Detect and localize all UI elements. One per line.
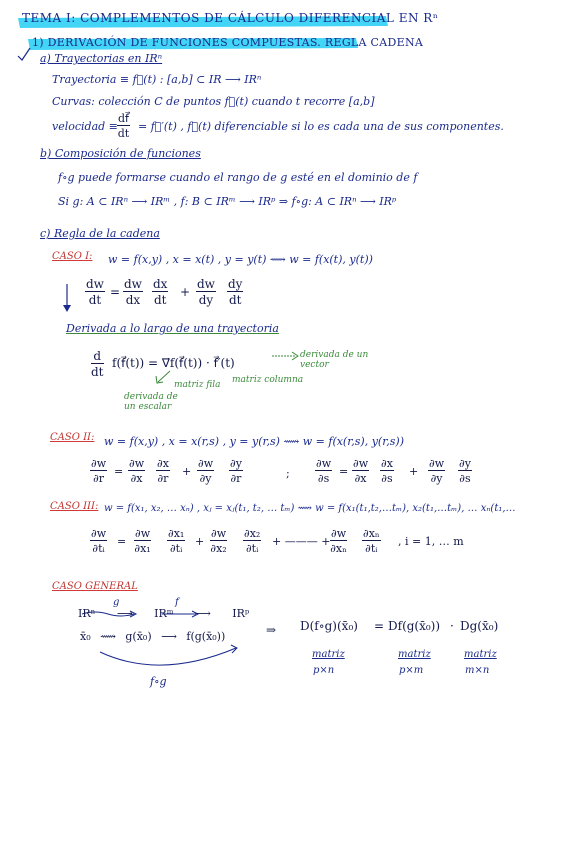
fraction-dw-dx: $\frac{dw}{dx}$ <box>124 277 142 307</box>
velocity-label: velocidad ≡ <box>52 120 118 133</box>
fraction-dxn-dti: $\frac{\text{∂xₙ}}{\text{∂tᵢ}}$ <box>363 527 380 555</box>
subsection-b-heading: b) Composición de funciones <box>40 147 201 160</box>
page-title: TEMA I: COMPLEMENTOS DE CÁLCULO DIFERENCIAL EN Rⁿ <box>22 11 439 25</box>
composition-condition: f∘g puede formarse cuando el rango de g esté en el dominio de f <box>58 171 418 184</box>
fraction-dw-dx1: $\frac{\partial w}{\text{∂x₁}}$ <box>134 527 151 555</box>
matrix-label-1: matriz <box>312 649 345 660</box>
matrix-label-2: matriz <box>398 649 431 660</box>
fraction-dy-dt: $\frac{dy}{dt}$ <box>228 277 243 307</box>
curve-definition: Curvas: colección C de puntos f⃗(t) cuando t recorre [a,b] <box>52 95 375 108</box>
composition-fog-label: f∘g <box>150 675 167 688</box>
jacobian-composition: D(f∘g)(x̄₀) <box>300 619 358 633</box>
arrow-down-left-icon <box>156 376 163 383</box>
composition-definition: Si g: A ⊂ IRⁿ ⟶ IRᵐ , f: B ⊂ IRᵐ ⟶ IRᵖ ⇒ f∘g: A ⊂ IRⁿ ⟶ IRᵖ <box>58 195 397 208</box>
notes-page: TEMA I: COMPLEMENTOS DE CÁLCULO DIFERENCIAL EN Rⁿ 1) DERIVACIÓN DE FUNCIONES COMPUESTAS. REGLA CADENA a) Trayectorias en IRⁿ Trayectoria ≡ f⃗(t) : [a,b] ⊂ IR ⟶ IRⁿ Curvas: colección C de puntos f⃗(t) cuando t recorre [a,b] velocidad ≡ $\frac{df⃗}{dt}$ = f⃗′(t) , f⃗(t) diferenciable si lo es cada una de sus componentes. b) Composición de funciones f∘g puede formarse cuando el rango de g esté en el dominio de f Si g: A ⊂ IRⁿ ⟶ IRᵐ , f: B ⊂ IRᵐ ⟶ IRᵖ ⇒ f∘g: A ⊂ IRⁿ ⟶ IRᵖ c) Regla de la cadena CASO I: w = f(x,y) , x = x(t) , y = y(t) ⟿ w = f(x(t), y(t)) $\frac{dw}{dt}$ = $\frac{dw}{dx}$ $\frac{dx}{dt}$ + $\frac{dw}{dy}$ $\frac{dy}{dt}$ Derivada a lo largo de una trayectoria $\frac{d}{dt}$ f(f⃗(t)) = ∇⃗f(f⃗(t)) · f⃗′(t) derivada de un vector matriz fila matriz columna derivada de un escalar CASO II: w = f(x,y) , x = x(r,s) , y = y(r,s) ⟿ w = f(x(r,s), y(r,s)) $\frac{\partial w}{\partial r}$ = $\frac{\partial w}{\partial x}$ $\frac{\partial x}{\partial r}$ + $\frac{\partial w}{\partial y}$ $\frac{\partial y}{\partial r}$ ; $\frac{\partial w}{\partial s}$ = $\frac{\partial w}{\partial x}$ $\frac{\partial x}{\partial s}$ + $\frac{\partial w}{\partial y}$ $\frac{\partial y}{\partial s}$ CASO III: w = f(x₁, x₂, … xₙ) , xⱼ = xⱼ(t₁, t₂, … tₘ) ⟿ w = f(x₁(t₁,t₂,…tₘ), x₂(t₁,…tₘ), … xₙ(t₁,… $\frac{\partial w}{\text{∂tᵢ}}$ = $\frac{\partial w}{\text{∂x₁}}$ $\frac{\text{∂x₁}}{\text{∂tᵢ}}$ + $\frac{\partial w}{\text{∂x₂}}$ $\frac{\text{∂x₂}}{\text{∂tᵢ}}$ + ——— + $\frac{\partial w}{\text{∂xₙ}}$ $\frac{\text{∂xₙ}}{\text{∂tᵢ}}$ , i = 1, … m CASO GENERAL IRⁿ ⟶ IRᵐ ⟶ IRᵖ g f x̄₀ ⟿ g(x̄₀) ⟶ f(g(x̄₀)) f∘g ⇒ D(f∘g)(x̄₀) = Df(g(x̄₀)) · Dg(x̄₀) matriz p×n matriz p×m matriz m×n <box>0 0 585 848</box>
fraction-dw-dy: $\frac{dw}{dy}$ <box>197 277 215 307</box>
map-g-label: g <box>113 597 120 608</box>
fraction-dy-dr: $\frac{\partial y}{\partial r}$ <box>230 457 242 485</box>
fraction-dw-dr: $\frac{\partial w}{\partial r}$ <box>91 457 107 485</box>
section-heading: 1) DERIVACIÓN DE FUNCIONES COMPUESTAS. REGLA CADENA <box>32 36 424 49</box>
fraction-dw-dti: $\frac{\partial w}{\text{∂tᵢ}}$ <box>91 527 107 555</box>
fraction-dw-dx-r: $\frac{\partial w}{\partial x}$ <box>129 457 145 485</box>
gradient-formula: f(f⃗(t)) = ∇⃗f(f⃗(t)) · f⃗′(t) <box>112 356 235 370</box>
subsection-a-heading: a) Trayectorias en IRⁿ <box>40 52 163 65</box>
fraction-dw-dx-s: $\frac{\partial w}{\partial x}$ <box>353 457 369 485</box>
subsection-c-heading: c) Regla de la cadena <box>40 227 160 240</box>
fraction-dw-ds: $\frac{\partial w}{\partial s}$ <box>316 457 332 485</box>
fraction-dy-ds: $\frac{\partial y}{\partial s}$ <box>459 457 471 485</box>
velocity-fraction: $\frac{df⃗}{dt}$ <box>117 112 130 140</box>
matrix-size-3: m×n <box>465 665 490 676</box>
velocity-definition: = f⃗′(t) , f⃗(t) diferenciable si lo es cada una de sus componentes. <box>138 120 504 133</box>
case-1-statement: w = f(x,y) , x = x(t) , y = y(t) ⟿ w = f(x(t), y(t)) <box>108 253 373 266</box>
ellipsis-terms: + ——— + <box>272 535 331 548</box>
matrix-size-2: p×m <box>399 665 424 676</box>
check-mark-icon <box>18 48 30 60</box>
case-3-label: CASO III: <box>50 501 99 512</box>
general-points: x̄₀ ⟿ g(x̄₀) ⟶ f(g(x̄₀)) <box>80 630 226 643</box>
note-scalar-derivative: derivada de un escalar <box>124 392 178 413</box>
fraction-dx-dr: $\frac{\partial x}{\partial r}$ <box>157 457 169 485</box>
trajectory-definition: Trayectoria ≡ f⃗(t) : [a,b] ⊂ IR ⟶ IRⁿ <box>52 73 262 86</box>
fraction-dx2-dti: $\frac{\text{∂x₂}}{\text{∂tᵢ}}$ <box>244 527 261 555</box>
implies-symbol: ⇒ <box>266 623 277 637</box>
jacobian-g: Dg(x̄₀) <box>460 619 499 633</box>
matrix-size-1: p×n <box>313 665 335 676</box>
fraction-dx-ds: $\frac{\partial x}{\partial s}$ <box>381 457 393 485</box>
fraction-dw-dy-s: $\frac{\partial w}{\partial y}$ <box>429 457 445 485</box>
index-range: , i = 1, … m <box>398 535 464 548</box>
fraction-dw-dx2: $\frac{\partial w}{\text{∂x₂}}$ <box>210 527 227 555</box>
jacobian-f: Df(g(x̄₀)) <box>388 619 441 633</box>
fraction-dx1-dti: $\frac{\text{∂x₁}}{\text{∂tᵢ}}$ <box>168 527 185 555</box>
composition-arc <box>100 648 236 665</box>
note-vector-derivative: derivada de un vector <box>300 350 369 370</box>
note-column-matrix: matriz columna <box>232 375 304 385</box>
case-2-label: CASO II: <box>50 432 95 443</box>
case-3-statement: w = f(x₁, x₂, … xₙ) , xⱼ = xⱼ(t₁, t₂, … tₘ) ⟿ w = f(x₁(t₁,t₂,…tₘ), x₂(t₁,…tₘ), … xₙ(t₁,… <box>104 503 516 514</box>
fraction-dw-dt: $\frac{dw}{dt}$ <box>86 277 104 307</box>
map-f-label: f <box>175 597 179 608</box>
matrix-label-3: matriz <box>464 649 497 660</box>
general-case-label: CASO GENERAL <box>52 581 138 592</box>
case-2-statement: w = f(x,y) , x = x(r,s) , y = y(r,s) ⟿ w = f(x(r,s), y(r,s)) <box>104 435 404 448</box>
fraction-dx-dt: $\frac{dx}{dt}$ <box>153 277 168 307</box>
derivative-along-trajectory-label: Derivada a lo largo de una trayectoria <box>66 322 279 335</box>
fraction-d-dt: $\frac{d}{dt}$ <box>91 349 104 379</box>
note-row-matrix: matriz fila <box>174 380 221 390</box>
fraction-dw-dxn: $\frac{\partial w}{\text{∂xₙ}}$ <box>330 527 347 555</box>
fraction-dw-dy-r: $\frac{\partial w}{\partial y}$ <box>198 457 214 485</box>
general-spaces: IRⁿ ⟶ IRᵐ ⟶ IRᵖ <box>78 607 250 620</box>
case-1-label: CASO I: <box>52 251 93 262</box>
